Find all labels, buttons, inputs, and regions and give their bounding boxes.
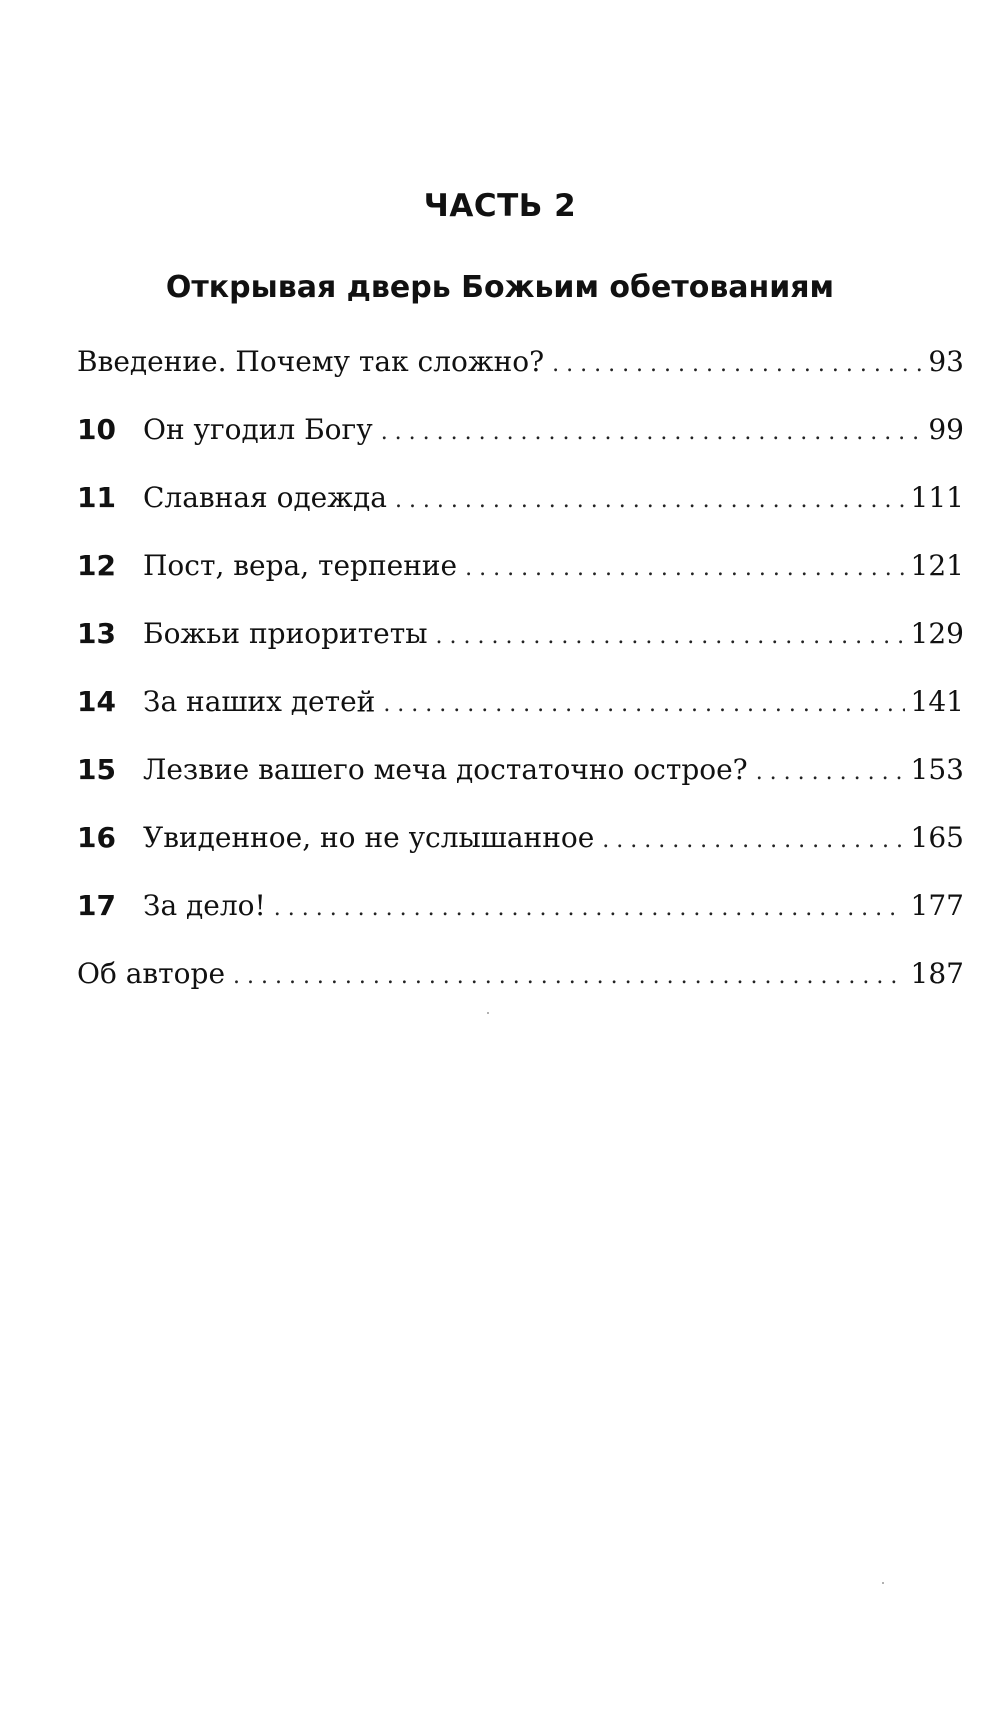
toc-entry-chapter-12[interactable] — [77, 549, 964, 617]
toc-entry-introduction[interactable] — [77, 345, 964, 413]
toc-entry-page: 121 — [910, 549, 964, 582]
toc-entry-page: 141 — [910, 685, 964, 718]
toc-entry-title: За дело! — [143, 889, 266, 922]
toc-entry-chapter-16[interactable] — [77, 821, 964, 889]
toc-entry-page: 177 — [910, 889, 964, 922]
toc-entry-chapter-13[interactable] — [77, 617, 964, 685]
toc-leader-dots — [381, 420, 923, 445]
toc-chapter-number: 16 — [77, 821, 116, 854]
toc-chapter-number: 14 — [77, 685, 116, 718]
toc-entry-title: Пост, вера, терпение — [143, 549, 458, 582]
toc-leader-dots — [233, 964, 905, 989]
toc-chapter-number: 11 — [77, 481, 116, 514]
toc-entry-title: Лезвие вашего меча достаточно острое? — [143, 753, 748, 786]
toc-entry-title: Божьи приоритеты — [143, 617, 428, 650]
toc-entry-title: Увиденное, но не услышанное — [143, 821, 595, 854]
toc-leader-dots — [436, 624, 905, 649]
paper-speck — [487, 1012, 489, 1014]
toc-entry-page: 153 — [910, 753, 964, 786]
toc-chapter-number: 15 — [77, 753, 116, 786]
toc-leader-dots — [383, 692, 904, 717]
part-subtitle: Открывая дверь Божьим обетованиям — [165, 270, 835, 305]
toc-entry-page: 93 — [928, 345, 964, 378]
toc-leader-dots — [465, 556, 904, 581]
toc-entry-chapter-10[interactable] — [77, 413, 964, 481]
toc-entry-title: Введение. Почему так сложно? — [77, 345, 545, 378]
table-of-contents — [77, 345, 964, 1025]
toc-entry-page: 129 — [910, 617, 964, 650]
toc-leader-dots — [602, 828, 904, 853]
toc-entry-about-author[interactable] — [77, 957, 964, 1025]
toc-chapter-number: 10 — [77, 413, 116, 446]
toc-chapter-number: 12 — [77, 549, 116, 582]
toc-leader-dots — [395, 488, 905, 513]
toc-entry-title: За наших детей — [143, 685, 376, 718]
toc-entry-page: 165 — [910, 821, 964, 854]
toc-leader-dots — [756, 760, 905, 785]
toc-leader-dots — [274, 896, 905, 921]
toc-entry-title: Он угодил Богу — [143, 413, 373, 446]
toc-entry-chapter-11[interactable] — [77, 481, 964, 549]
toc-entry-page: 187 — [910, 957, 964, 990]
paper-speck — [882, 1582, 884, 1584]
toc-entry-chapter-17[interactable] — [77, 889, 964, 957]
toc-entry-page: 99 — [928, 413, 964, 446]
toc-leader-dots — [552, 352, 922, 377]
toc-entry-chapter-14[interactable] — [77, 685, 964, 753]
part-heading: ЧАСТЬ 2 — [423, 188, 577, 224]
toc-entry-page: 111 — [910, 481, 964, 514]
toc-entry-title: Об авторе — [77, 957, 226, 990]
toc-chapter-number: 17 — [77, 889, 116, 922]
toc-chapter-number: 13 — [77, 617, 116, 650]
toc-entry-chapter-15[interactable] — [77, 753, 964, 821]
toc-entry-title: Славная одежда — [143, 481, 387, 514]
